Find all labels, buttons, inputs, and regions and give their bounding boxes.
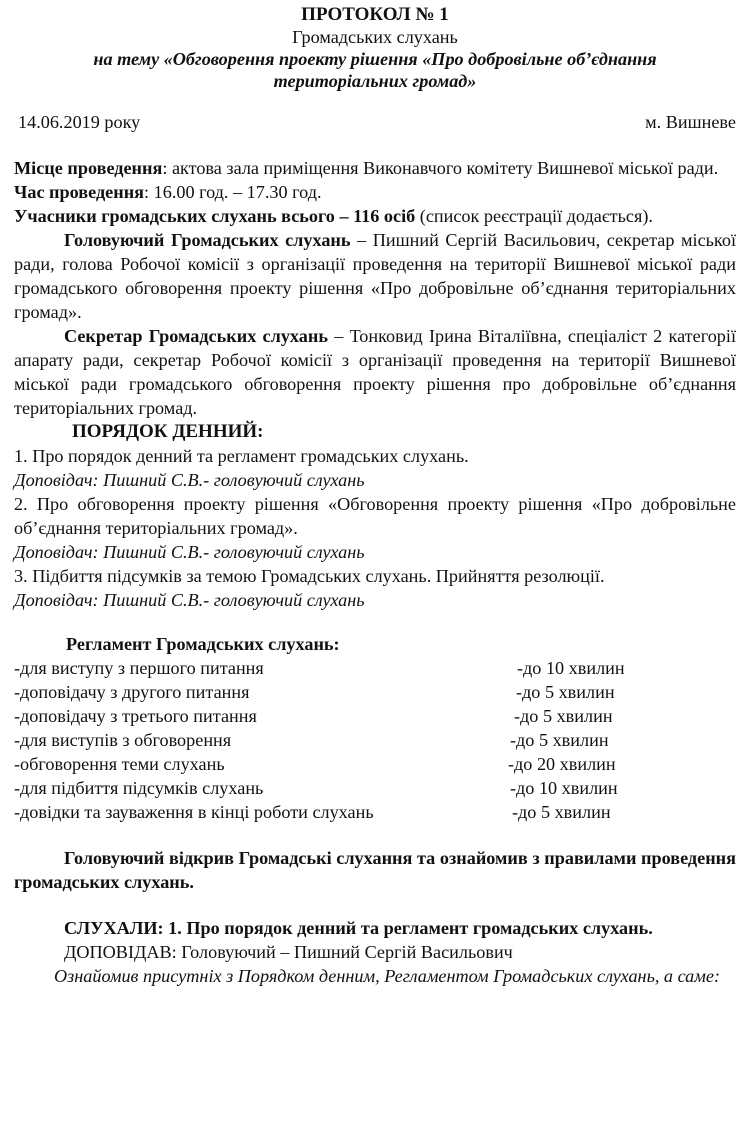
chair-text: – Пишний Сергій Васильович, секретар міської ради, голова Робочої комісії з організації проведення на території Вишневої міської ради громадського обговорення проекту рішення «Про добровільне об’єднання територіальних громад». — [14, 230, 736, 322]
regulation-label: -для виступу з першого питання — [14, 658, 264, 678]
protocol-date: 14.06.2019 року — [18, 112, 141, 132]
place-label: Місце проведення — [14, 158, 163, 178]
heard-reporter: ДОПОВІДАВ: Головуючий – Пишний Сергій Васильович — [64, 942, 513, 962]
regulation-list — [14, 656, 736, 824]
agenda-item-2: 2. Про обговорення проекту рішення «Обговорення проекту рішення «Про добровільне об’єднання територіальних громад». — [14, 494, 736, 538]
participants-label: Учасники громадських слухань всього – 116 осіб — [14, 206, 416, 226]
protocol-city: м. Вишневе — [645, 112, 736, 132]
regulation-label: -для виступів з обговорення — [14, 730, 232, 750]
protocol-title: ПРОТОКОЛ № 1 — [301, 4, 449, 25]
regulation-row — [14, 800, 736, 824]
regulation-row — [14, 728, 736, 752]
regulation-value: -до 10 хвилин — [517, 658, 625, 678]
time-label: Час проведення — [14, 182, 145, 202]
place-text: : актова зала приміщення Виконавчого комітету Вишневої міської ради. — [162, 158, 719, 178]
participants-text: (список реєстрації додається). — [415, 206, 653, 226]
agenda-item-1: 1. Про порядок денний та регламент громадських слухань. — [14, 446, 469, 466]
agenda-speaker-2: Доповідач: Пишний С.В.- головуючий слухань — [14, 542, 365, 562]
regulation-label: -обговорення теми слухань — [14, 754, 225, 774]
regulation-value: -до 10 хвилин — [510, 778, 618, 798]
secretary-label: Секретар Громадських слухань — [64, 326, 328, 346]
regulation-title: Регламент Громадських слухань: — [66, 634, 340, 654]
secretary-paragraph — [14, 324, 736, 420]
regulation-label: -доповідачу з другого питання — [14, 682, 250, 702]
participants-paragraph — [14, 204, 736, 228]
regulation-row — [14, 704, 736, 728]
regulation-label: -довідки та зауваження в кінці роботи слухань — [14, 802, 374, 822]
agenda-title: ПОРЯДОК ДЕННИЙ: — [72, 421, 264, 442]
agenda-speaker-1: Доповідач: Пишний С.В.- головуючий слухань — [14, 470, 365, 490]
agenda-item-3: 3. Підбиття підсумків за темою Громадських слухань. Прийняття резолюції. — [14, 566, 605, 586]
protocol-topic-line-2: територіальних громад» — [273, 71, 477, 91]
agenda-speaker-3: Доповідач: Пишний С.В.- головуючий слухань — [14, 590, 365, 610]
heard-intro: Ознайомив присутніх з Порядком денним, Регламентом Громадських слухань, а саме: — [54, 966, 721, 986]
regulation-row — [14, 752, 736, 776]
regulation-value: -до 20 хвилин — [508, 754, 616, 774]
protocol-topic-line-1: на тему «Обговорення проекту рішення «Про добровільне об’єднання — [93, 49, 657, 69]
chair-label: Головуючий Громадських слухань — [64, 230, 351, 250]
regulation-value: -до 5 хвилин — [510, 730, 609, 750]
place-paragraph — [14, 156, 736, 180]
heard-paragraph: СЛУХАЛИ: 1. Про порядок денний та регламент громадських слухань. — [64, 918, 653, 938]
regulation-value: -до 5 хвилин — [512, 802, 611, 822]
time-text: : 16.00 год. – 17.30 год. — [144, 182, 322, 202]
regulation-label: -для підбиття підсумків слухань — [14, 778, 264, 798]
date-line — [14, 110, 736, 134]
protocol-subtitle: Громадських слухань — [292, 27, 458, 47]
regulation-row — [14, 776, 736, 800]
time-paragraph — [14, 180, 736, 204]
secretary-text: – Тонковид Ірина Віталіївна, спеціаліст 2 категорії апарату ради, секретар Робочої комісії з організації проведення на території Вишневої міської ради громадського обговорення проекту рішення про добровільне об’єднання територіальних громад. — [14, 326, 736, 418]
chair-paragraph — [14, 228, 736, 324]
regulation-label: -доповідачу з третього питання — [14, 706, 257, 726]
opening-paragraph: Головуючий відкрив Громадські слухання та ознайомив з правилами проведення громадських слухань. — [14, 848, 736, 892]
regulation-row — [14, 656, 736, 680]
regulation-value: -до 5 хвилин — [514, 706, 613, 726]
document-page — [14, 0, 736, 988]
regulation-value: -до 5 хвилин — [516, 682, 615, 702]
regulation-row — [14, 680, 736, 704]
